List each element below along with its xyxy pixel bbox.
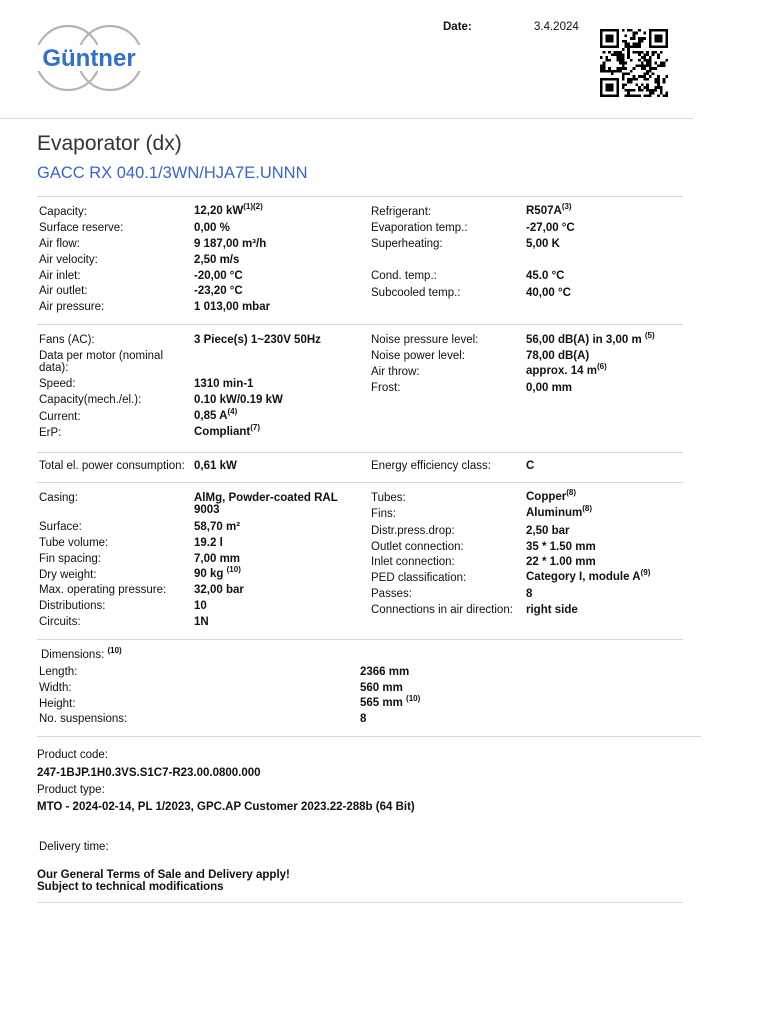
footer-divider	[37, 902, 683, 903]
dimensions-heading: Dimensions: $^{(10)}$	[41, 646, 122, 661]
header-divider	[0, 118, 693, 119]
dry-weight-label: Dry weight:	[39, 569, 97, 581]
connections-air-dir-label: Connections in air direction:	[371, 604, 513, 616]
capacity-mech-el-value: 0.10 kW/0.19 kW	[194, 394, 283, 406]
energy-class-label: Energy efficiency class:	[371, 460, 491, 472]
erp-label: ErP:	[39, 427, 62, 439]
length-value: 2366 mm	[360, 666, 410, 678]
evaporation-temp-label: Evaporation temp.:	[371, 222, 468, 234]
data-per-motor-label: Data per motor (nominal data):	[39, 350, 163, 374]
dry-weight-value: 90 kg $^{(10)}$	[194, 565, 241, 580]
tubes-value: Copper$^{(8)}$	[526, 488, 577, 503]
product-model: GACC RX 040.1/3WN/HJA7E.UNNN	[37, 164, 308, 182]
section-divider	[37, 196, 683, 197]
subcooled-temp-label: Subcooled temp.:	[371, 287, 461, 299]
air-velocity-value: 2,50 m/s	[194, 254, 240, 266]
section-divider	[37, 639, 683, 640]
casing-label: Casing:	[39, 492, 78, 504]
product-code-label: Product code:	[37, 749, 108, 761]
suspensions-label: No. suspensions:	[39, 713, 128, 725]
guntner-logo	[35, 18, 143, 100]
distributions-label: Distributions:	[39, 600, 106, 612]
tube-volume-value: 19.2 l	[194, 537, 223, 549]
distributions-value: 10	[194, 600, 207, 612]
width-label: Width:	[39, 682, 72, 694]
air-inlet-value: -20,00 °C	[194, 270, 243, 282]
air-velocity-label: Air velocity:	[39, 254, 98, 266]
frost-label: Frost:	[371, 382, 401, 394]
superheating-value: 5,00 K	[526, 238, 560, 250]
tubes-label: Tubes:	[371, 492, 406, 504]
terms-line-2: Subject to technical modifications	[37, 881, 224, 893]
erp-value: Compliant$^{(7)}$	[194, 423, 261, 438]
frost-value: 0,00 mm	[526, 382, 573, 394]
product-code-value: 247-1BJP.1H0.3VS.S1C7-R23.00.0800.000	[37, 767, 261, 779]
section-divider	[37, 482, 683, 483]
section-divider	[37, 736, 701, 737]
logo-text: Güntner	[42, 45, 136, 72]
passes-value: 8	[526, 588, 533, 600]
capacity-label: Capacity:	[39, 206, 87, 218]
fans-ac-value: 3 Piece(s) 1~230V 50Hz	[194, 334, 321, 346]
fin-spacing-label: Fin spacing:	[39, 553, 102, 565]
circuits-label: Circuits:	[39, 616, 81, 628]
subcooled-temp-value: 40,00 °C	[526, 287, 571, 299]
noise-power-value: 78,00 dB(A)	[526, 350, 590, 362]
inlet-connection-value: 22 * 1.00 mm	[526, 556, 596, 568]
air-outlet-value: -23,20 °C	[194, 285, 243, 297]
surface-value: 58,70 m²	[194, 521, 241, 533]
total-power-value: 0,61 kW	[194, 460, 237, 472]
terms-line-1: Our General Terms of Sale and Delivery apply!	[37, 869, 290, 881]
speed-value: 1310 min-1	[194, 378, 254, 390]
cond-temp-value: 45.0 °C	[526, 270, 565, 282]
speed-label: Speed:	[39, 378, 76, 390]
section-divider	[37, 452, 683, 453]
page-title: Evaporator (dx)	[37, 132, 182, 155]
evaporation-temp-value: -27,00 °C	[526, 222, 575, 234]
fans-ac-label: Fans (AC):	[39, 334, 95, 346]
surface-reserve-label: Surface reserve:	[39, 222, 124, 234]
passes-label: Passes:	[371, 588, 412, 600]
capacity-value: 12,20 $kW^{(1)(2)}$	[194, 202, 263, 217]
height-value: 565 mm $^{(10)}$	[360, 694, 421, 709]
suspensions-value: 8	[360, 713, 367, 725]
fins-value: Aluminum$^{(8)}$	[526, 504, 593, 519]
date-label: Date:	[443, 21, 472, 33]
product-type-value: MTO - 2024-02-14, PL 1/2023, GPC.AP Customer 2023.22-288b (64 Bit)	[37, 801, 415, 813]
noise-pressure-value: 56,00 dB(A) in 3,00 m $^{(5)}$	[526, 331, 655, 346]
outlet-connection-label: Outlet connection:	[371, 541, 464, 553]
energy-class-value: C	[526, 460, 535, 472]
refrigerant-label: Refrigerant:	[371, 206, 432, 218]
air-pressure-label: Air pressure:	[39, 301, 105, 313]
height-label: Height:	[39, 698, 76, 710]
tube-volume-label: Tube volume:	[39, 537, 109, 549]
noise-pressure-label: Noise pressure level:	[371, 334, 479, 346]
superheating-label: Superheating:	[371, 238, 443, 250]
delivery-time-label: Delivery time:	[39, 841, 109, 853]
noise-power-label: Noise power level:	[371, 350, 465, 362]
connections-air-dir-value: right side	[526, 604, 578, 616]
air-throw-label: Air throw:	[371, 366, 420, 378]
surface-reserve-value: 0,00 %	[194, 222, 230, 234]
max-pressure-value: 32,00 bar	[194, 584, 244, 596]
air-throw-value: approx. 14 $m^{(6)}$	[526, 362, 607, 377]
air-inlet-label: Air inlet:	[39, 270, 81, 282]
total-power-label: Total el. power consumption:	[39, 460, 185, 472]
product-type-label: Product type:	[37, 784, 105, 796]
width-value: 560 mm	[360, 682, 403, 694]
length-label: Length:	[39, 666, 78, 678]
max-pressure-label: Max. operating pressure:	[39, 584, 167, 596]
surface-label: Surface:	[39, 521, 82, 533]
ped-classification-label: PED classification:	[371, 572, 467, 584]
current-label: Current:	[39, 411, 81, 423]
air-flow-label: Air flow:	[39, 238, 80, 250]
casing-value: AlMg, Powder-coated RAL 9003	[194, 492, 338, 516]
capacity-mech-el-label: Capacity(mech./el.):	[39, 394, 142, 406]
air-outlet-label: Air outlet:	[39, 285, 88, 297]
cond-temp-label: Cond. temp.:	[371, 270, 437, 282]
outlet-connection-value: 35 * 1.50 mm	[526, 541, 596, 553]
distr-press-drop-label: Distr.press.drop:	[371, 525, 455, 537]
air-flow-value: 9 187,00 m³/h	[194, 238, 267, 250]
current-value: 0,85 $A^{(4)}$	[194, 407, 238, 422]
inlet-connection-label: Inlet connection:	[371, 556, 455, 568]
air-pressure-value: 1 013,00 mbar	[194, 301, 271, 313]
refrigerant-value: $R507A^{(3)}$	[526, 202, 572, 217]
section-divider	[37, 324, 683, 325]
date-value: 3.4.2024	[534, 21, 579, 33]
distr-press-drop-value: 2,50 bar	[526, 525, 570, 537]
qr-code-icon	[598, 29, 670, 97]
circuits-value: 1N	[194, 616, 209, 628]
fin-spacing-value: 7,00 mm	[194, 553, 241, 565]
fins-label: Fins:	[371, 508, 396, 520]
ped-classification-value: Category I, module $A^{(9)}$	[526, 568, 651, 583]
